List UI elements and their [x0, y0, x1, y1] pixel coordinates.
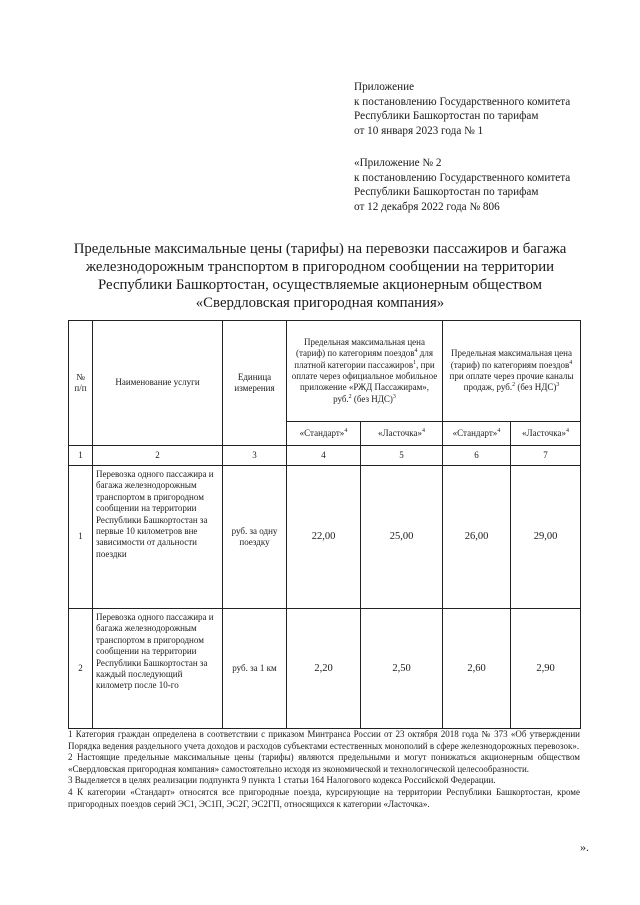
price-lastochka-other: 29,00	[511, 466, 581, 609]
price-standard-other: 2,60	[443, 609, 511, 729]
closing-quote-mark: ».	[580, 840, 589, 854]
row-unit: руб. за одну поездку	[223, 466, 287, 609]
annex2-header-line: «Приложение № 2	[354, 157, 442, 169]
document-title	[60, 240, 580, 312]
sub-standard-1: «Стандарт»$^4$	[287, 422, 361, 446]
price-lastochka-app: 2,50	[361, 609, 443, 729]
group-other-channels-header: Предельная максимальная цена (тариф) по категориям поездов$^4$ при оплате через прочие каналы продаж, руб.$^2$ (без НДС)$^3$	[443, 321, 581, 422]
col-number: 7	[511, 446, 581, 466]
sub-lastochka-1: «Ласточка»$^4$	[361, 422, 443, 446]
group-mobile-app-header: Предельная максимальная цена (тариф) по категориям поездов$^4$ для платной категории пассажиров$^1$, при оплате через официальное мобильное приложение «РЖД Пассажирам», руб.$^2$ (без НДС)$^3$	[287, 321, 443, 422]
sub-standard-2: «Стандарт»$^4$	[443, 422, 511, 446]
row-service: Перевозка одного пассажира и багажа железнодорожным транспортом в пригородном сообщении на территории Республики Башкортостан за каждый последующий километр после 10-го	[93, 609, 223, 729]
col-service-header: Наименование услуги	[93, 321, 223, 446]
footnotes	[68, 729, 580, 810]
table-row	[69, 466, 581, 609]
row-no: 2	[69, 609, 93, 729]
annex-header-line: Республики Башкортостан по тарифам	[354, 110, 539, 122]
table-row	[69, 609, 581, 729]
row-no: 1	[69, 466, 93, 609]
col-no-header: № п/п	[69, 321, 93, 446]
col-number: 6	[443, 446, 511, 466]
row-service: Перевозка одного пассажира и багажа железнодорожным транспортом в пригородном сообщении на территории Республики Башкортостан за первые 10 километров вне зависимости от дальности поездки	[93, 466, 223, 609]
title-line: железнодорожным транспортом в пригородном сообщении на территории	[85, 259, 555, 275]
title-line: «Свердловская пригородная компания»	[195, 295, 445, 311]
footnote: 1 Категория граждан определена в соответствии с приказом Минтранса России от 23 октября 2018 года № 373 «Об утверждении Порядка ведения раздельного учета доходов и расходов субъектами естественных монополий в сфере железнодорожных перевозок».	[68, 729, 580, 751]
title-line: Предельные максимальные цены (тарифы) на перевозки пассажиров и багажа	[73, 241, 567, 257]
col-number: 2	[93, 446, 223, 466]
annex2-header-line: Республики Башкортостан по тарифам	[354, 186, 539, 198]
col-number: 5	[361, 446, 443, 466]
price-standard-app: 2,20	[287, 609, 361, 729]
tariffs-table	[68, 320, 581, 729]
price-lastochka-other: 2,90	[511, 609, 581, 729]
col-unit-header: Единица измерения	[223, 321, 287, 446]
col-number: 4	[287, 446, 361, 466]
sub-lastochka-2: «Ласточка»$^4$	[511, 422, 581, 446]
annex-header-line: от 10 января 2023 года № 1	[354, 124, 484, 137]
annex-header-line: Приложение	[354, 81, 415, 93]
row-unit: руб. за 1 км	[223, 609, 287, 729]
table-header-row	[69, 321, 581, 422]
column-number-row	[69, 446, 581, 466]
annex2-header-line: от 12 декабря 2022 года № 806	[354, 200, 500, 213]
annex2-header-line: к постановлению Государственного комитета	[354, 171, 571, 184]
footnote: 3 Выделяется в целях реализации подпункта 9 пункта 1 статьи 164 Налогового кодекса Российской Федерации.	[68, 775, 496, 786]
price-standard-other: 26,00	[443, 466, 511, 609]
title-line: Республики Башкортостан, осуществляемые акционерным обществом	[97, 277, 543, 293]
price-lastochka-app: 25,00	[361, 466, 443, 609]
annex-header	[354, 80, 570, 138]
footnote: 4 К категории «Стандарт» относятся все пригородные поезда, курсирующие на территории Республики Башкортостан, кроме пригородных поездов серий ЭС1, ЭС1П, ЭС2Г, ЭС2ГП, относящихся к категории «Ласточка».	[68, 786, 580, 809]
annex2-header	[354, 156, 570, 214]
footnote: 2 Настоящие предельные максимальные цены (тарифы) являются предельными и могут понижаться акционерным обществом «Свердловская пригородная компания» самостоятельно исходя из экономической и технологической целесообразности.	[68, 752, 580, 774]
col-number: 1	[69, 446, 93, 466]
price-standard-app: 22,00	[287, 466, 361, 609]
annex-header-line: к постановлению Государственного комитета	[354, 95, 571, 108]
col-number: 3	[223, 446, 287, 466]
